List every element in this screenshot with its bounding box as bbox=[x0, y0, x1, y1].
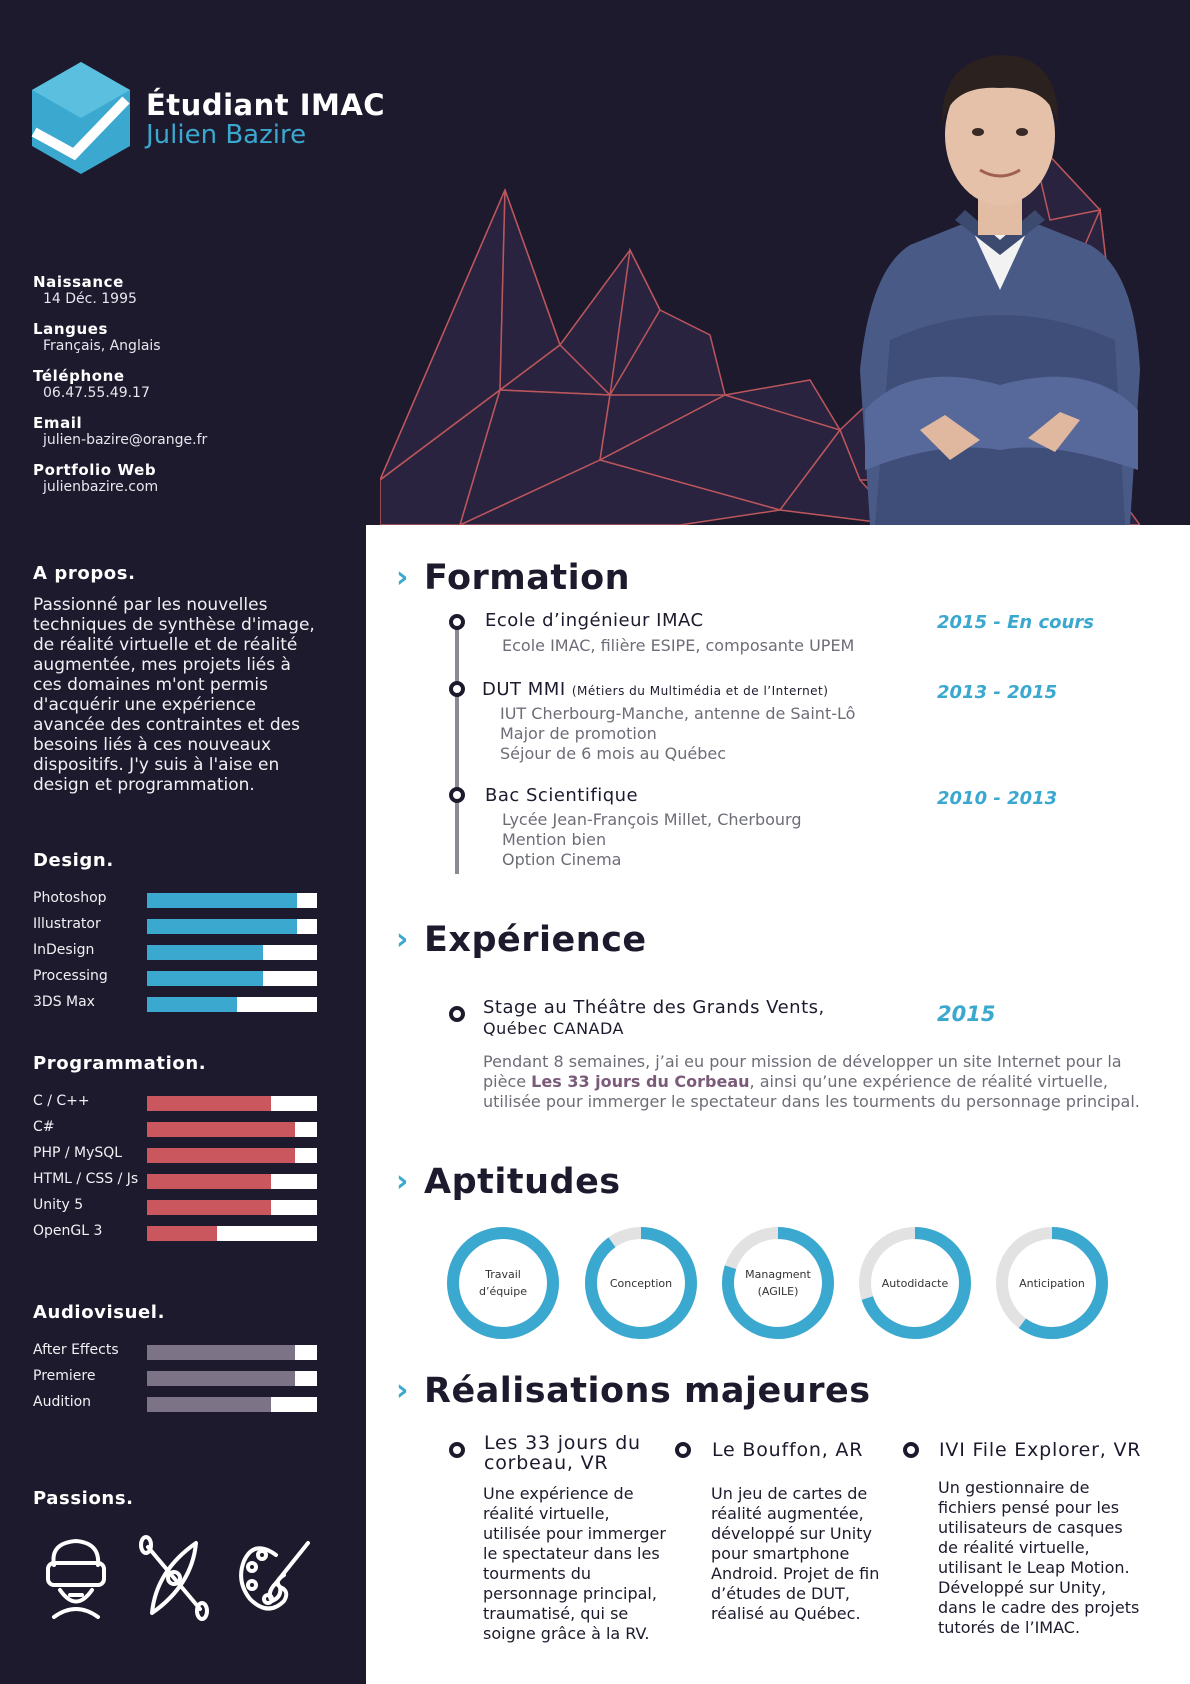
realisation-line: utilisée pour immerger bbox=[483, 1524, 666, 1543]
info-languages bbox=[33, 320, 207, 355]
realisation-line: tourments du bbox=[483, 1564, 592, 1583]
formation-detail: Lycée Jean-François Millet, Cherbourg bbox=[502, 810, 802, 829]
aptitude-label bbox=[857, 1225, 973, 1341]
info-portfolio bbox=[33, 461, 207, 496]
skill-bar-fill bbox=[147, 1148, 295, 1163]
chevron-right-icon: › bbox=[396, 922, 409, 957]
formation-detail: Option Cinema bbox=[502, 850, 622, 869]
realisation-line: de réalité virtuelle, bbox=[938, 1538, 1090, 1557]
skill-name: Photoshop bbox=[33, 890, 107, 906]
skill-bar bbox=[147, 1200, 317, 1215]
formation-title-imac: Ecole d’ingénieur IMAC bbox=[485, 610, 704, 631]
aptitude-label bbox=[720, 1225, 836, 1341]
realisation-line: fichiers pensé pour les bbox=[938, 1498, 1120, 1517]
header-banner bbox=[0, 0, 1190, 525]
experience-location: Québec CANADA bbox=[483, 1019, 624, 1038]
info-value: julien-bazire@orange.fr bbox=[43, 432, 208, 448]
skill-name: Illustrator bbox=[33, 916, 101, 932]
realisation-line: tutorés de l’IMAC. bbox=[938, 1618, 1081, 1637]
aptitude-label bbox=[994, 1225, 1110, 1341]
info-value: julienbazire.com bbox=[43, 479, 159, 495]
realisation-text bbox=[938, 1478, 1139, 1638]
timeline-line bbox=[455, 622, 459, 874]
realisation-text bbox=[711, 1484, 879, 1624]
realisation-title: corbeau, VR bbox=[484, 1452, 609, 1474]
skill-bar bbox=[147, 1148, 317, 1163]
aptitude-ring bbox=[445, 1225, 561, 1341]
skill-name: Processing bbox=[33, 968, 108, 984]
timeline-dot bbox=[449, 681, 465, 697]
formation-date: 2015 - En cours bbox=[937, 612, 1094, 633]
info-value: 14 Déc. 1995 bbox=[43, 291, 137, 307]
realisation-line: utilisant le Leap Motion. bbox=[938, 1558, 1130, 1577]
experience-heading: Expérience bbox=[424, 920, 647, 960]
skill-bar bbox=[147, 1345, 317, 1360]
aptitude-ring bbox=[583, 1225, 699, 1341]
formation-heading: Formation bbox=[424, 558, 631, 598]
about-heading: A propos. bbox=[33, 563, 136, 584]
skill-bar-fill bbox=[147, 945, 263, 960]
skill-bar-fill bbox=[147, 1174, 271, 1189]
realisation-line: Une expérience de bbox=[483, 1484, 634, 1503]
palette-icon bbox=[241, 1543, 308, 1609]
skill-bar-fill bbox=[147, 1122, 295, 1137]
skill-bar-fill bbox=[147, 919, 297, 934]
aptitude-label-line: (AGILE) bbox=[757, 1285, 799, 1298]
info-value: Français, Anglais bbox=[43, 338, 161, 354]
skill-bar-fill bbox=[147, 1096, 271, 1111]
skill-row bbox=[33, 992, 333, 1018]
skill-row bbox=[33, 1366, 333, 1392]
formation-detail: IUT Cherbourg-Manche, antenne de Saint-Lô bbox=[500, 704, 856, 723]
passions-icons bbox=[40, 1535, 340, 1625]
skill-name: Premiere bbox=[33, 1368, 96, 1384]
info-birth bbox=[33, 273, 207, 308]
realisation-line: réalité augmentée, bbox=[711, 1504, 864, 1523]
formation-title-small: (Métiers du Multimédia et de l’Internet) bbox=[571, 684, 829, 698]
skill-row bbox=[33, 1169, 333, 1195]
experience-title: Stage au Théâtre des Grands Vents, bbox=[483, 997, 825, 1018]
chevron-right-icon: › bbox=[396, 1164, 409, 1199]
info-label: Langues bbox=[33, 320, 109, 338]
skill-row bbox=[33, 1117, 333, 1143]
realisation-line: d’études de DUT, bbox=[711, 1584, 850, 1603]
skill-bar-fill bbox=[147, 1200, 271, 1215]
skill-name: HTML / CSS / Js bbox=[33, 1171, 139, 1187]
programming-heading: Programmation. bbox=[33, 1053, 207, 1074]
skill-bar-fill bbox=[147, 997, 237, 1012]
formation-date: 2013 - 2015 bbox=[937, 682, 1058, 703]
aptitude-label-line: Conception bbox=[609, 1276, 673, 1290]
skill-name: OpenGL 3 bbox=[33, 1223, 103, 1239]
realisation-line: Développé sur Unity, bbox=[938, 1578, 1107, 1597]
skill-bar bbox=[147, 971, 317, 986]
skill-bar-fill bbox=[147, 893, 297, 908]
portrait-photo bbox=[850, 40, 1150, 525]
info-label: Portfolio Web bbox=[33, 461, 157, 479]
timeline-dot bbox=[903, 1442, 919, 1458]
skill-name: PHP / MySQL bbox=[33, 1145, 123, 1161]
formation-detail: Séjour de 6 mois au Québec bbox=[500, 744, 727, 763]
skill-row bbox=[33, 1392, 333, 1418]
design-skills bbox=[33, 888, 333, 1018]
skill-bar bbox=[147, 1397, 317, 1412]
skill-bar bbox=[147, 1371, 317, 1386]
skill-bar-fill bbox=[147, 1345, 295, 1360]
skill-name: Unity 5 bbox=[33, 1197, 84, 1213]
skill-bar-fill bbox=[147, 1226, 217, 1241]
realisation-line: Un jeu de cartes de bbox=[711, 1484, 868, 1503]
info-value: 06.47.55.49.17 bbox=[43, 385, 150, 401]
experience-text: Pendant 8 semaines, j’ai eu pour mission de développer un site Internet pour la pièce bbox=[483, 1052, 1122, 1091]
realisation-line: réalité virtuelle, bbox=[483, 1504, 610, 1523]
timeline-dot bbox=[449, 614, 465, 630]
info-phone bbox=[33, 367, 207, 402]
skill-name: 3DS Max bbox=[33, 994, 95, 1010]
skill-bar bbox=[147, 893, 317, 908]
personal-info bbox=[33, 273, 207, 508]
document-title: Étudiant IMAC bbox=[146, 88, 386, 122]
sidebar bbox=[0, 525, 366, 1684]
realisation-line: utilisateurs de casques bbox=[938, 1518, 1123, 1537]
skill-row bbox=[33, 940, 333, 966]
realisation-line: réalisé au Québec. bbox=[711, 1604, 861, 1623]
realisation-title: Le Bouffon, AR bbox=[712, 1439, 864, 1461]
skill-row bbox=[33, 888, 333, 914]
experience-date: 2015 bbox=[937, 1002, 996, 1026]
experience-text: , ainsi qu’une expérience de réalité virtuelle, utilisée pour immerger le spectateur dans les tourments du personnage principal. bbox=[483, 1072, 1140, 1111]
audiovisual-skills bbox=[33, 1340, 333, 1418]
info-label: Email bbox=[33, 414, 83, 432]
realisation-title: IVI File Explorer, VR bbox=[939, 1439, 1142, 1461]
skill-row bbox=[33, 1091, 333, 1117]
skill-bar-fill bbox=[147, 1397, 271, 1412]
realisation-line: dans le cadre des projets bbox=[938, 1598, 1140, 1617]
realisation-text bbox=[483, 1484, 666, 1644]
skill-row bbox=[33, 1221, 333, 1247]
timeline-dot bbox=[449, 1442, 465, 1458]
skill-row bbox=[33, 1340, 333, 1366]
aptitude-label bbox=[583, 1225, 699, 1341]
realisation-title: Les 33 jours du bbox=[484, 1432, 641, 1454]
chevron-right-icon: › bbox=[396, 560, 409, 595]
skill-bar bbox=[147, 997, 317, 1012]
skill-bar bbox=[147, 1096, 317, 1111]
info-label: Téléphone bbox=[33, 367, 125, 385]
skill-row bbox=[33, 966, 333, 992]
formation-title-bac: Bac Scientifique bbox=[485, 785, 639, 806]
formation-detail: Ecole IMAC, filière ESIPE, composante UPEM bbox=[502, 636, 855, 655]
skill-name: Audition bbox=[33, 1394, 92, 1410]
design-heading: Design. bbox=[33, 850, 114, 871]
skill-row bbox=[33, 914, 333, 940]
vr-headset-icon bbox=[48, 1541, 104, 1617]
skill-bar-fill bbox=[147, 1371, 295, 1386]
info-label: Naissance bbox=[33, 273, 124, 291]
aptitude-label-line: Anticipation bbox=[1019, 1276, 1085, 1290]
realisation-line: développé sur Unity bbox=[711, 1524, 872, 1543]
realisation-line: Android. Projet de fin bbox=[711, 1564, 880, 1583]
aptitudes-heading: Aptitudes bbox=[424, 1162, 621, 1202]
skill-name: InDesign bbox=[33, 942, 95, 958]
skill-name: After Effects bbox=[33, 1342, 119, 1358]
experience-description bbox=[483, 1052, 1143, 1112]
aptitude-label-line: d’équipe bbox=[478, 1285, 527, 1298]
timeline-dot bbox=[449, 1006, 465, 1022]
experience-highlight: Les 33 jours du Corbeau bbox=[531, 1072, 750, 1091]
chevron-right-icon: › bbox=[396, 1373, 409, 1408]
realisation-line: le spectateur dans les bbox=[483, 1544, 660, 1563]
skill-bar bbox=[147, 1122, 317, 1137]
timeline-dot bbox=[675, 1442, 691, 1458]
aptitude-label-line: Managment bbox=[745, 1268, 811, 1281]
imac-logo-icon bbox=[28, 60, 134, 176]
formation-detail: Major de promotion bbox=[500, 724, 657, 743]
person-name: Julien Bazire bbox=[146, 120, 307, 150]
aptitude-ring bbox=[994, 1225, 1110, 1341]
timeline-dot bbox=[449, 787, 465, 803]
formation-date: 2010 - 2013 bbox=[937, 788, 1058, 809]
realisation-line: personnage principal, bbox=[483, 1584, 657, 1603]
formation-title-dut bbox=[482, 679, 828, 700]
audiovisual-heading: Audiovisuel. bbox=[33, 1302, 166, 1323]
aptitude-label bbox=[445, 1225, 561, 1341]
skill-bar-fill bbox=[147, 971, 263, 986]
programming-skills bbox=[33, 1091, 333, 1247]
realisation-line: traumatisé, qui se bbox=[483, 1604, 629, 1623]
formation-detail: Mention bien bbox=[502, 830, 607, 849]
aptitude-ring bbox=[857, 1225, 973, 1341]
passions-heading: Passions. bbox=[33, 1488, 134, 1509]
skill-bar bbox=[147, 919, 317, 934]
skill-row bbox=[33, 1143, 333, 1169]
realisation-line: pour smartphone bbox=[711, 1544, 850, 1563]
aptitude-label-line: Autodidacte bbox=[881, 1276, 949, 1290]
skill-bar bbox=[147, 945, 317, 960]
skill-bar bbox=[147, 1174, 317, 1189]
aptitude-label-line: Travail bbox=[485, 1268, 521, 1281]
skill-bar bbox=[147, 1226, 317, 1241]
skill-name: C# bbox=[33, 1119, 55, 1135]
info-email bbox=[33, 414, 207, 449]
formation-title-main: DUT MMI bbox=[482, 679, 572, 700]
realisation-line: Un gestionnaire de bbox=[938, 1478, 1090, 1497]
skill-name: C / C++ bbox=[33, 1093, 90, 1109]
aptitude-ring bbox=[720, 1225, 836, 1341]
skill-row bbox=[33, 1195, 333, 1221]
realisations-heading: Réalisations majeures bbox=[424, 1371, 871, 1411]
kayak-icon bbox=[141, 1537, 207, 1619]
realisation-line: soigne grâce à la RV. bbox=[483, 1624, 650, 1643]
about-text: Passionné par les nouvelles techniques de synthèse d'image, de réalité virtuelle et de réalité augmentée, mes projets liés à ces domaines m'ont permis d'acquérir une expérience avancée des contraintes et des besoins liés à ces nouveaux dispositifs. J'y suis à l'aise en design et programmation. bbox=[33, 595, 315, 795]
